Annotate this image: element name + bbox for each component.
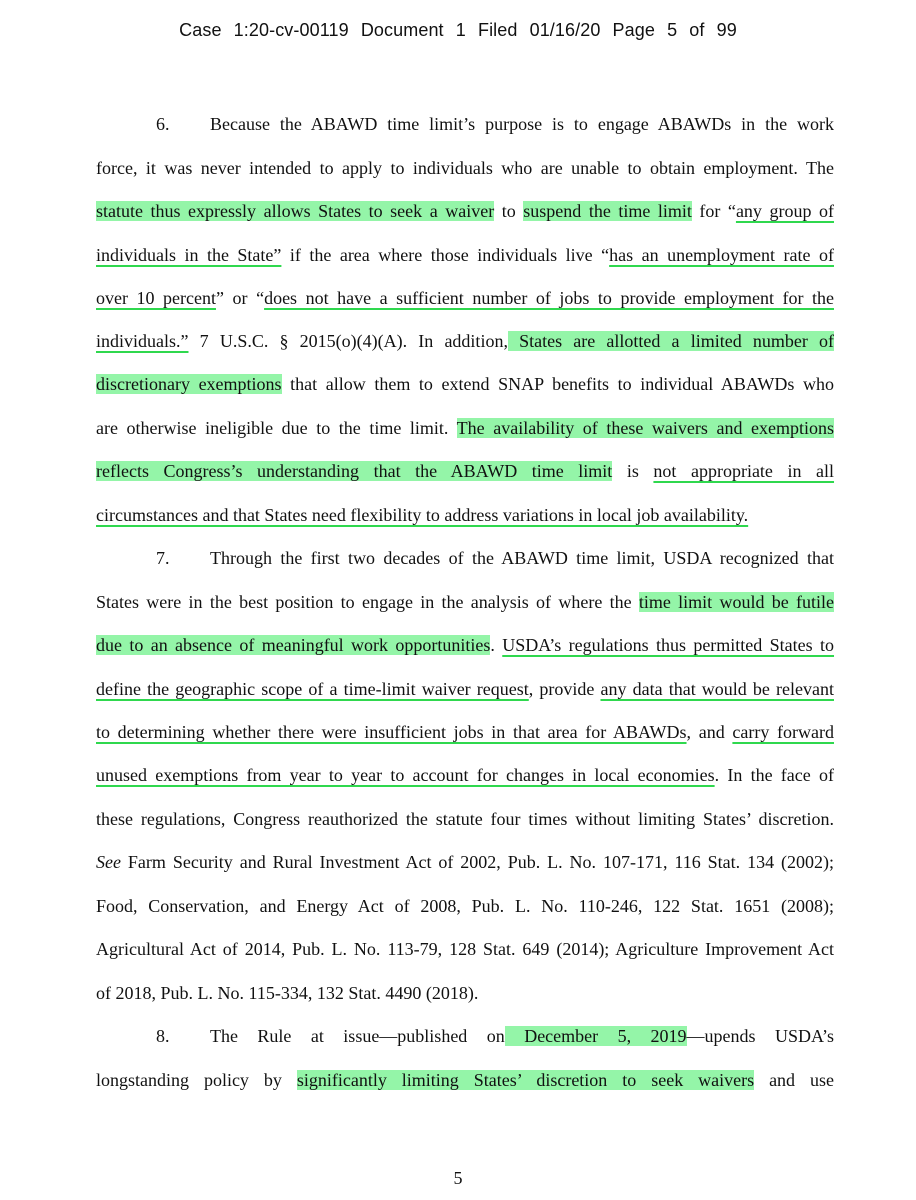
p8-line-2 [96, 1065, 834, 1095]
highlight: statute thus expressly allows States to seek a waiver [96, 201, 495, 221]
p6-text: to [494, 201, 524, 221]
p6-text: 7 U.S.C. § 2015(o)(4)(A). In addition, [188, 331, 508, 351]
p6-text: if the area where those individuals live “ [281, 245, 610, 265]
p8-text: —upends USDA’s [686, 1026, 835, 1046]
p8-text: and use [754, 1070, 835, 1090]
p6-line-1 [96, 109, 834, 139]
highlight: due to an absence of meaningful work opportunities [96, 635, 491, 655]
p8-text: longstanding policy by [96, 1070, 297, 1090]
p7-line-3 [96, 630, 834, 660]
underline: USDA’s regulations thus permitted States to [502, 635, 835, 655]
p6-line-6 [96, 326, 834, 356]
highlight: reflects Congress’s understanding that the ABAWD time limit [96, 461, 613, 481]
underline: does not have a sufficient number of jobs to provide employment for the [264, 288, 834, 308]
p6-line-9 [96, 456, 834, 486]
page-number: 5 [453, 1168, 463, 1188]
p7-text: , and [686, 722, 733, 742]
p6-text: for “ [691, 201, 736, 221]
p7-text: of 2018, Pub. L. No. 115-334, 132 Stat. 4490 (2018). [96, 983, 479, 1003]
highlight: significantly limiting States’ discretion to seek waivers [296, 1070, 755, 1090]
underline: individuals.” [96, 331, 189, 351]
underline: carry forward [732, 722, 835, 742]
highlight: December 5, 2019 [504, 1026, 687, 1046]
p8-number: 8. [156, 1026, 170, 1046]
highlight: suspend the time limit [523, 201, 692, 221]
p7-line-7 [96, 804, 834, 834]
p6-line-7 [96, 369, 834, 399]
p6-text: Because the ABAWD time limit’s purpose is to engage ABAWDs in the work [210, 114, 834, 134]
underline: unused exemptions from year to year to account for changes in local economies [96, 765, 715, 785]
highlight: The availability of these waivers and exemptions [456, 418, 834, 438]
p6-line-4 [96, 240, 834, 270]
p7-line-1 [96, 543, 834, 573]
p7-text: Food, Conservation, and Energy Act of 2008, Pub. L. No. 110-246, 122 Stat. 1651 (2008); [96, 896, 834, 916]
p7-line-2 [96, 587, 834, 617]
p7-text: Through the first two decades of the ABAWD time limit, USDA recognized that [210, 548, 834, 568]
p7-line-8 [96, 847, 834, 877]
p7-line-6 [96, 760, 834, 790]
underline: individuals in the State” [96, 245, 282, 265]
p7-text: these regulations, Congress reauthorized the statute four times without limiting States’ discretion. [96, 809, 834, 829]
p7-text: Farm Security and Rural Investment Act of 2002, Pub. L. No. 107-171, 116 Stat. 134 (2002); [120, 852, 834, 872]
highlight: time limit would be futile [638, 592, 834, 612]
p8-line-1 [96, 1021, 834, 1051]
p6-line-5 [96, 283, 834, 313]
underline: over 10 percent [96, 288, 217, 308]
p6-text: are otherwise ineligible due to the time limit. [96, 418, 457, 438]
p6-line-10 [96, 500, 834, 530]
underline: has an unemployment rate of [609, 245, 834, 265]
p7-line-10 [96, 934, 834, 964]
p7-line-4 [96, 674, 834, 704]
underline: not appropriate in all [653, 461, 835, 481]
p6-text: ” or “ [216, 288, 265, 308]
p7-text: . In the face of [714, 765, 834, 785]
p7-line-5 [96, 717, 834, 747]
p6-text: is [612, 461, 654, 481]
p6-text: that allow them to extend SNAP benefits to individual ABAWDs who [281, 374, 835, 394]
p7-line-9 [96, 891, 834, 921]
citation-signal: See [96, 852, 121, 872]
p7-text: , provide [528, 679, 601, 699]
p7-number: 7. [156, 548, 170, 568]
p7-text: States were in the best position to engage in the analysis of where the [96, 592, 639, 612]
p6-line-2 [96, 153, 834, 183]
underline: circumstances and that States need flexibility to address variations in local job availability. [96, 505, 749, 525]
p6-line-3 [96, 196, 834, 226]
highlight: States are allotted a limited number of [507, 331, 835, 351]
highlight: discretionary exemptions [96, 374, 282, 394]
p6-number: 6. [156, 114, 170, 134]
p7-line-11 [96, 978, 834, 1008]
p7-text: Agricultural Act of 2014, Pub. L. No. 113-79, 128 Stat. 649 (2014); Agriculture Improvement Act [96, 939, 834, 959]
p7-text: . [490, 635, 503, 655]
underline: any data that would be relevant [600, 679, 834, 699]
underline: any group of [735, 201, 834, 221]
case-header: Case 1:20-cv-00119 Document 1 Filed 01/16/20 Page 5 of 99 [179, 20, 737, 40]
p6-line-8 [96, 413, 834, 443]
p6-text: force, it was never intended to apply to individuals who are unable to obtain employment. The [96, 158, 834, 178]
p8-text: The Rule at issue—published on [210, 1026, 505, 1046]
underline: to determining whether there were insufficient jobs in that area for ABAWDs [96, 722, 687, 742]
underline: define the geographic scope of a time-limit waiver request [96, 679, 529, 699]
